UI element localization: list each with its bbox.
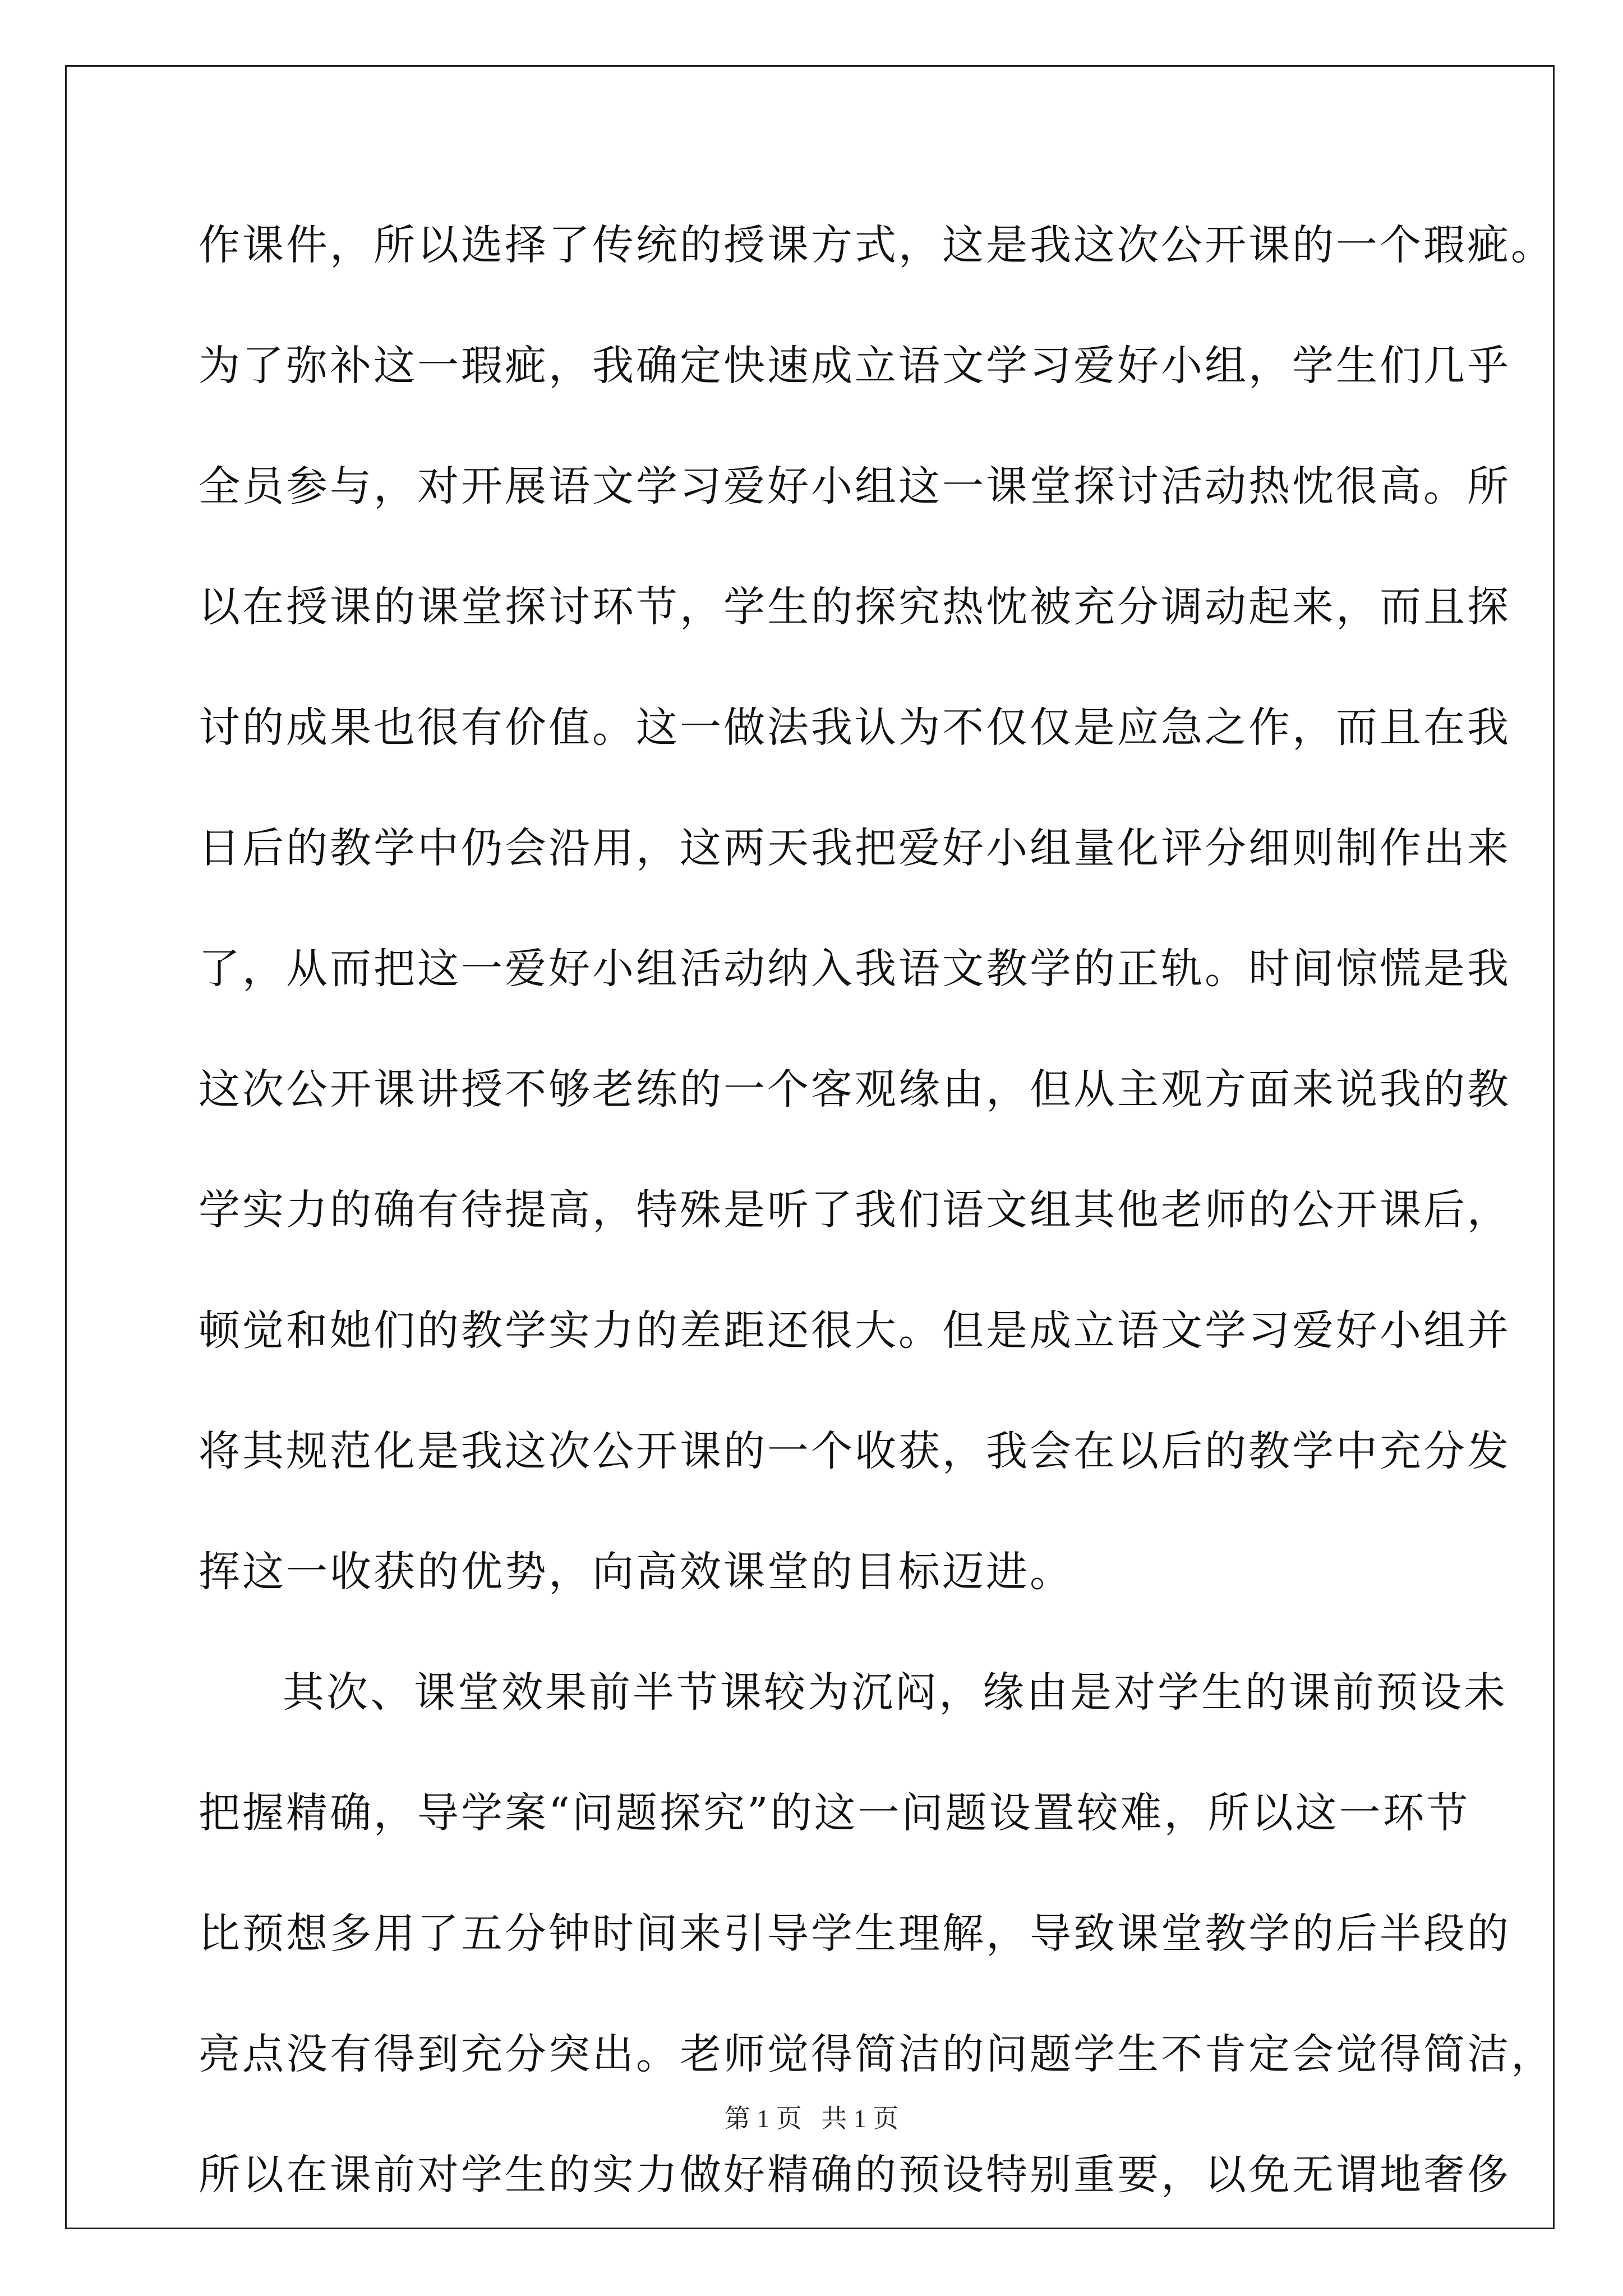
text-line: 全员参与，对开展语文学习爱好小组这一课堂探讨活动热忱很高。所 xyxy=(199,462,1511,510)
text-line: 所以在课前对学生的实力做好精确的预设特别重要，以免无谓地奢侈 xyxy=(199,2151,1511,2199)
text-line: 讨的成果也很有价值。这一做法我认为不仅仅是应急之作，而且在我 xyxy=(199,703,1511,752)
text-line: 以在授课的课堂探讨环节，学生的探究热忱被充分调动起来，而且探 xyxy=(199,583,1511,631)
page-number-footer: 第 1 页 共 1 页 xyxy=(724,2104,899,2133)
text-line: 学实力的确有待提高，特殊是听了我们语文组其他老师的公开课后， xyxy=(199,1186,1511,1234)
text-line: 作课件，所以选择了传统的授课方式，这是我这次公开课的一个瑕疵。 xyxy=(199,221,1555,269)
text-line: 将其规范化是我这次公开课的一个收获，我会在以后的教学中充分发 xyxy=(199,1427,1511,1475)
text-line: 把握精确，导学案“问题探究”的这一问题设置较难，所以这一环节 xyxy=(199,1789,1470,1837)
text-line: 为了弥补这一瑕疵，我确定快速成立语文学习爱好小组，学生们几乎 xyxy=(199,342,1511,390)
text-line: 了，从而把这一爱好小组活动纳入我语文教学的正轨。时间惊慌是我 xyxy=(199,945,1511,993)
text-line: 亮点没有得到充分突出。老师觉得简洁的问题学生不肯定会觉得简洁， xyxy=(199,2030,1555,2078)
text-line: 日后的教学中仍会沿用，这两天我把爱好小组量化评分细则制作出来 xyxy=(199,824,1511,872)
text-line: 挥这一收获的优势，向高效课堂的目标迈进。 xyxy=(199,1548,1073,1596)
text-line: 顿觉和她们的教学实力的差距还很大。但是成立语文学习爱好小组并 xyxy=(199,1306,1511,1355)
document-body xyxy=(199,185,1555,2235)
text-line: 比预想多用了五分钟时间来引导学生理解，导致课堂教学的后半段的 xyxy=(199,1910,1511,1958)
paragraph-start-line: 其次、课堂效果前半节课较为沉闷，缘由是对学生的课前预设未 xyxy=(283,1668,1507,1717)
text-line: 这次公开课讲授不够老练的一个客观缘由，但从主观方面来说我的教 xyxy=(199,1065,1511,1114)
